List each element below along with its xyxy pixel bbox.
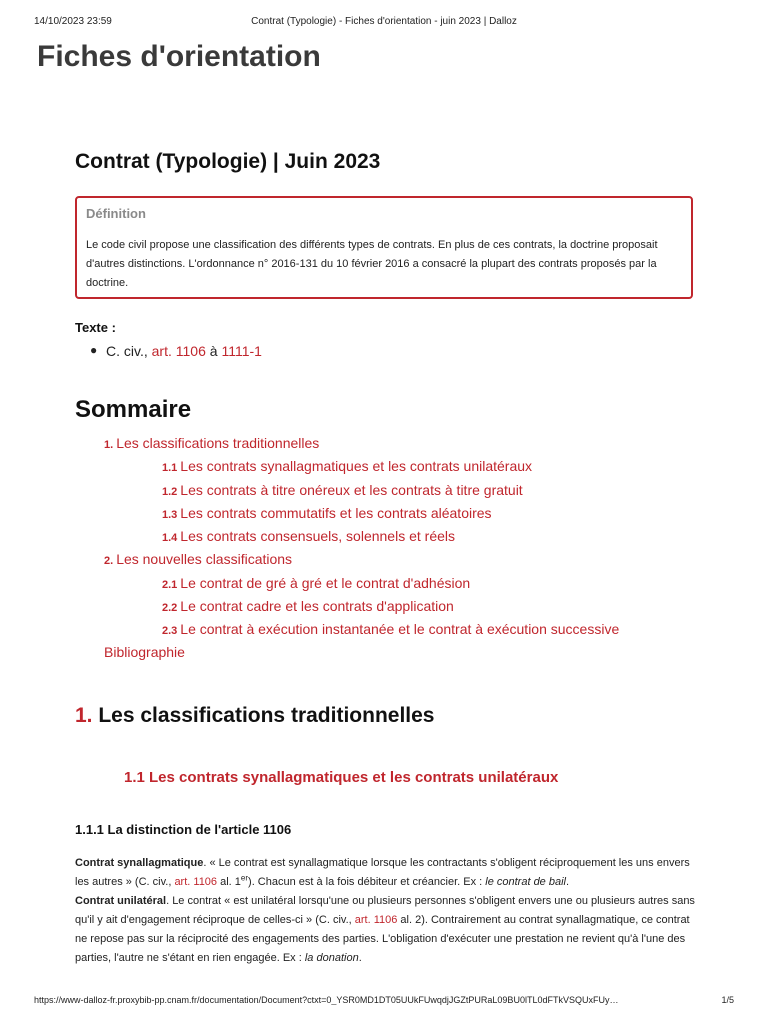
text: . Le contrat « est unilatéral lorsqu'une ou plusieurs personnes s'obligent envers une ou plusieurs autres sans qu'il y ait d'engagement réciproque de celles-ci » (C. civ.,: [75, 895, 695, 926]
toc-num: 1.3: [162, 509, 178, 521]
article-1111-1-link[interactable]: 1111-1: [221, 343, 262, 359]
toc-label: Les contrats commutatifs et les contrats aléatoires: [180, 505, 492, 521]
toc-num: 1.1: [162, 462, 178, 474]
definition-text: Le code civil propose une classification des différents types de contrats. En plus de ces contrats, la doctrine proposait d'autres distinctions. L'ordonnance n° 2016-131 du 10 février 2016 a consacré la plupart des contrats proposés par la doctrine.: [86, 239, 658, 289]
definition-label: Définition: [86, 206, 146, 221]
print-page-title: Contrat (Typologie) - Fiches d'orientation - juin 2023 | Dalloz: [251, 16, 517, 27]
example: le contrat de bail: [485, 876, 566, 888]
site-title: Fiches d'orientation: [37, 40, 321, 73]
texte-list-item: [90, 343, 262, 359]
toc-num: 2.1: [162, 579, 178, 591]
sommaire-title: Sommaire: [75, 396, 192, 423]
term: Contrat unilatéral: [75, 895, 167, 907]
section-1-heading: [75, 704, 434, 728]
toc-label: Les contrats consensuels, solennels et réels: [180, 528, 456, 544]
toc-label: Les nouvelles classifications: [116, 551, 293, 567]
text: .: [358, 952, 362, 964]
toc-item-bibliographie[interactable]: [104, 644, 185, 660]
toc-label: Le contrat à exécution instantanée et le contrat à exécution successive: [180, 621, 620, 637]
toc-num: 2.2: [162, 602, 178, 614]
toc-num: 1.4: [162, 532, 178, 544]
toc-item-1-4[interactable]: [162, 528, 455, 544]
superscript: er: [240, 873, 249, 883]
texte-connector: à: [205, 343, 222, 359]
article-1106-link[interactable]: art. 1106: [354, 914, 398, 926]
toc-num: 1.2: [162, 486, 178, 498]
paragraph-synallagmatique: [75, 854, 695, 968]
toc-label: Bibliographie: [104, 644, 185, 660]
text: . « Le contrat est synallagmatique lorsque les contractants s'obligent réciproquement les uns envers les autres » (C. civ.,: [75, 857, 690, 888]
toc-item-2-2[interactable]: [162, 598, 454, 614]
text: al. 2). Contrairement au contrat synallagmatique, ce contrat ne repose pas sur la réciprocité des engagements des parties. L'obligation d'exécuter une prestation ne revient qu'à l'une des parties, l'autre ne s'étant en rien engagée. Ex :: [75, 914, 690, 964]
term: Contrat synallagmatique: [75, 857, 204, 869]
toc-label: Le contrat de gré à gré et le contrat d'adhésion: [180, 575, 471, 591]
page-number: 1/5: [721, 995, 734, 1005]
toc-item-1-2[interactable]: [162, 482, 523, 498]
toc-label: Les contrats synallagmatiques et les contrats unilatéraux: [180, 458, 533, 474]
toc-item-1-3[interactable]: [162, 505, 492, 521]
section-number: 1.: [75, 704, 93, 727]
toc-item-2-3[interactable]: [162, 621, 619, 637]
section-title: Les classifications traditionnelles: [98, 704, 435, 727]
text: al. 1: [217, 876, 241, 888]
toc-label: Le contrat cadre et les contrats d'application: [180, 598, 454, 614]
toc-num: 2.3: [162, 625, 178, 637]
example: la donation: [304, 952, 359, 964]
text: ). Chacun est à la fois débiteur et créancier. Ex :: [248, 876, 486, 888]
toc-label: Les classifications traditionnelles: [116, 435, 320, 451]
section-1-1-1-heading: 1.1.1 La distinction de l'article 1106: [75, 822, 292, 837]
toc-item-1[interactable]: [104, 435, 319, 451]
definition-box: [75, 196, 693, 299]
print-footer: [34, 995, 734, 1009]
section-1-1-heading: 1.1 Les contrats synallagmatiques et les contrats unilatéraux: [124, 769, 559, 786]
toc-num: 1.: [104, 439, 114, 451]
toc-label: Les contrats à titre onéreux et les contrats à titre gratuit: [180, 482, 523, 498]
toc-num: 2.: [104, 555, 114, 567]
toc-item-2[interactable]: [104, 551, 292, 567]
print-url: https://www-dalloz-fr.proxybib-pp.cnam.fr/documentation/Document?ctxt=0_YSR0MD1DT05UUkFUwqdjJGZtPURaL09BU0lTL0dFTkVSQUxFUy…: [34, 995, 619, 1005]
text: .: [565, 876, 570, 888]
texte-label: Texte :: [75, 320, 116, 335]
toc-item-1-1[interactable]: [162, 458, 532, 474]
bullet-icon: ●: [90, 343, 98, 357]
toc-item-2-1[interactable]: [162, 575, 470, 591]
document-title: Contrat (Typologie) | Juin 2023: [75, 150, 381, 173]
print-datetime: 14/10/2023 23:59: [34, 16, 112, 27]
article-1106-link[interactable]: art. 1106: [174, 876, 218, 888]
print-header: [34, 16, 734, 30]
texte-prefix: C. civ.,: [106, 343, 152, 359]
article-1106-link[interactable]: art. 1106: [151, 343, 206, 359]
